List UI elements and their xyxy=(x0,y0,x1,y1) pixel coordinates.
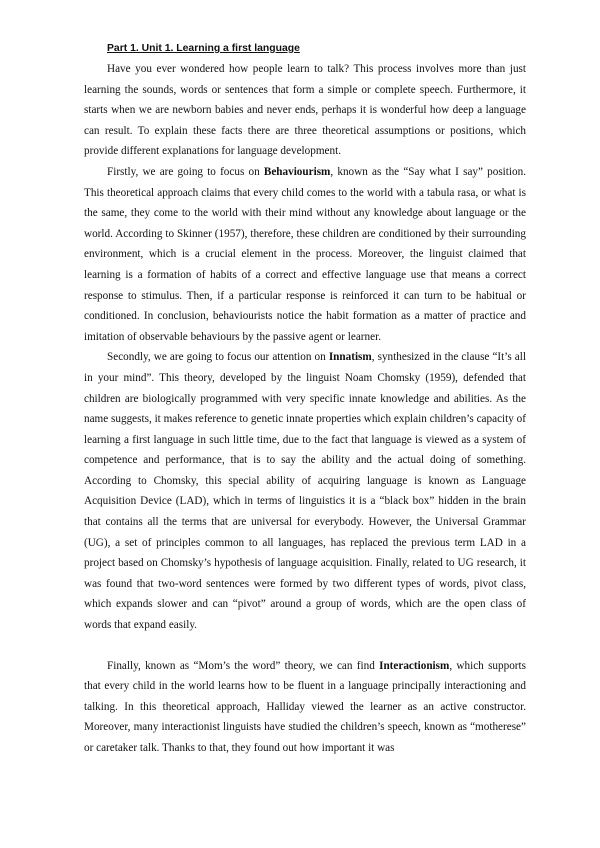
term-behaviourism: Behaviourism xyxy=(263,165,331,178)
text-run: Firstly, we are going to focus on xyxy=(107,165,264,178)
paragraph-behaviourism xyxy=(84,162,526,347)
paragraph-intro xyxy=(84,59,526,162)
term-interactionism: Interactionism xyxy=(379,659,450,672)
document-page xyxy=(84,38,526,759)
section-heading: Part 1. Unit 1. Learning a first language xyxy=(107,43,300,54)
paragraph-interactionism xyxy=(84,656,526,759)
text-run: , synthesized in the clause “It’s all in your mind”. This theory, developed by the linguist Noam Chomsky (1959), defended that children are biologically programmed with very specific innate knowledge and abilities. As the name suggests, it makes reference to genetic innate properties which explain children’s capacity of learning a first language in such little time, due to the fact that language is viewed as a system of competence and performance, that is to say the ability and the actual doing of something. According to Chomsky, this special ability of acquiring language is known as Language Acquisition Device (LAD), which in terms of linguistics it is a “black box” hidden in the brain that contains all the terms that are universal for everybody. However, the Universal Grammar (UG), a set of principles common to all languages, has replaced the previous term LAD in a project based on Chomsky’s hypothesis of language acquisition. Finally, related to UG research, it was found that two-word sentences were formed by two different types of words, pivot class, which expands slower and can “pivot” around a group of words, which are the open class of words that expand easily. xyxy=(84,351,526,632)
text-run: , which supports that every child in the world learns how to be fluent in a language principally interactioning and talking. In this theoretical approach, Halliday viewed the learner as an active constructor. Moreover, many interactionist linguists have studied the children’s speech, known as “motherese” or caretaker talk. Thanks to that, they found out how important it was xyxy=(84,659,526,754)
text-run: , known as the “Say what I say” position. This theoretical approach claims that every child comes to the world with a tabula rasa, or what is the same, they come to the world with their mind without any knowledge about language or the world. According to Skinner (1957), therefore, these children are conditioned by their surrounding environment, which is a crucial element in the process. Moreover, the linguist claimed that learning is a formation of habits of a correct and effective language use that means a correct response to stimulus. Then, if a particular response is reinforced it can turn to be habitual or conditioned. In conclusion, behaviourists notice the habit formation as a matter of practice and imitation of observable behaviours by the passive agent or learner. xyxy=(84,165,526,343)
text-run: Have you ever wondered how people learn to talk? This process involves more than just learning the sounds, words or sentences that form a simple or complete speech. Furthermore, it starts when we are newborn babies and never ends, perhaps it is wonderful how deep a language can result. To explain these facts there are three theoretical assumptions or positions, which provide different explanations for language development. xyxy=(84,63,526,158)
paragraph-innatism xyxy=(84,347,526,635)
text-run: Finally, known as “Mom’s the word” theory, we can find xyxy=(107,659,380,672)
term-innatism: Innatism xyxy=(328,351,372,364)
text-run: Secondly, we are going to focus our attention on xyxy=(107,351,329,364)
